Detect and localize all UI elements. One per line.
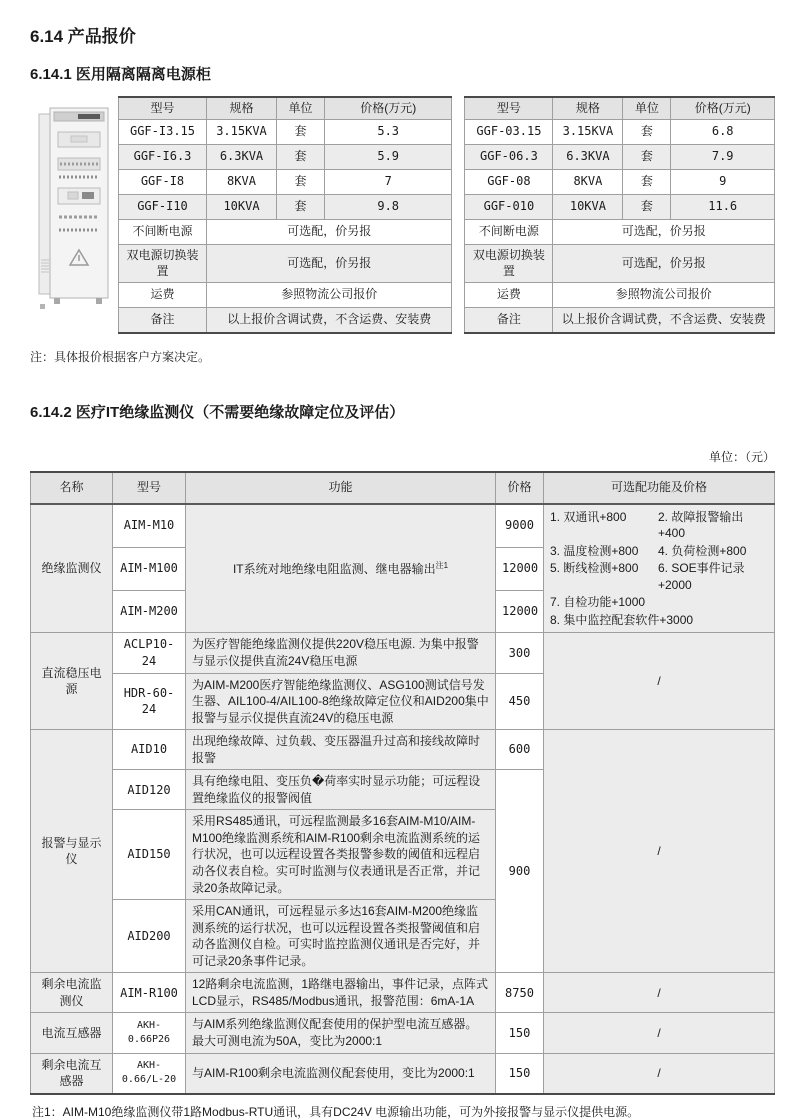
unit-cell: 套	[623, 119, 671, 144]
page-title: 6.14 产品报价	[30, 27, 136, 46]
option-item: 7. 自检功能+1000	[550, 595, 646, 610]
unit-label: 单位：（元）	[708, 449, 775, 464]
col-header-spec: 规格	[207, 97, 277, 119]
spec-cell: 8KVA	[207, 169, 277, 194]
col-header-price: 价格(万元)	[671, 97, 775, 119]
col-header-unit: 单位	[277, 97, 325, 119]
model-cell: AIM-M100	[113, 547, 186, 590]
table-row	[465, 244, 775, 282]
footnote-ref: 注1	[435, 560, 449, 570]
option-item: 6. SOE事件记录+2000	[658, 561, 745, 592]
table-row	[119, 244, 452, 282]
table-row	[31, 504, 775, 547]
model-cell: AIM-R100	[113, 973, 186, 1013]
table-row	[465, 169, 775, 194]
col-header-function: 功能	[186, 472, 496, 504]
option-line	[550, 594, 768, 611]
name-cell: 报警与显示仪	[31, 730, 113, 973]
table-row	[465, 282, 775, 307]
table-row	[119, 194, 452, 219]
option-value-cell: 以上报价含调试费，不含运费、安装费	[207, 307, 452, 333]
model-cell: GGF-I6.3	[119, 144, 207, 169]
function-cell	[186, 504, 496, 633]
unit-cell: 套	[277, 144, 325, 169]
options-cell	[544, 504, 775, 633]
option-label-cell: 不间断电源	[465, 219, 553, 244]
col-header-model: 型号	[113, 472, 186, 504]
option-line	[550, 509, 768, 542]
col-header-spec: 规格	[553, 97, 623, 119]
options-cell: /	[544, 973, 775, 1013]
table-row	[119, 219, 452, 244]
spec-cell: 10KVA	[553, 194, 623, 219]
model-cell: AID10	[113, 730, 186, 770]
spec-cell: 3.15KVA	[553, 119, 623, 144]
monitor-table	[30, 471, 775, 1095]
model-cell: AID200	[113, 900, 186, 973]
table-row	[465, 307, 775, 333]
table-row	[465, 219, 775, 244]
option-value-cell: 可选配，价另报	[553, 219, 775, 244]
name-cell: 电流互感器	[31, 1013, 113, 1053]
function-cell: 与AIM系列绝缘监测仪配套使用的保护型电流互感器。最大可测电流为50A，变比为2000:1	[186, 1013, 496, 1053]
model-cell: GGF-I8	[119, 169, 207, 194]
unit-cell: 套	[277, 119, 325, 144]
model-cell: AID120	[113, 770, 186, 810]
option-item: 3. 温度检测+800	[550, 543, 639, 558]
price-cell: 9000	[496, 504, 544, 547]
function-cell: 12路剩余电流监测，1路继电器输出，事件记录，点阵式LCD显示，RS485/Modbus通讯，报警范围：6mA-1A	[186, 973, 496, 1013]
table-row	[31, 633, 775, 673]
price-cell: 7	[325, 169, 452, 194]
cabinet-image	[30, 96, 118, 323]
function-cell: 与AIM-R100剩余电流监测仪配套使用，变比为2000:1	[186, 1053, 496, 1094]
table-row	[119, 169, 452, 194]
cabinet-table-right	[464, 96, 775, 334]
name-cell: 直流稳压电源	[31, 633, 113, 730]
name-cell: 剩余电流互感器	[31, 1053, 113, 1094]
function-cell: 采用CAN通讯，可远程显示多达16套AIM-M200绝缘监测系统的运行状况，也可以远程设置各类报警阈值和启动各监测仪自检。可实时监控监测仪通讯是否完好，并可记录20条事件记录。	[186, 900, 496, 973]
name-cell: 剩余电流监测仪	[31, 973, 113, 1013]
model-cell: GGF-I3.15	[119, 119, 207, 144]
table-row	[31, 973, 775, 1013]
table-header-row	[465, 97, 775, 119]
function-cell: 为医疗智能绝缘监测仪提供220V稳压电源. 为集中报警与显示仪提供直流24V稳压电源	[186, 633, 496, 673]
table-row	[119, 307, 452, 333]
option-item: 1. 双通讯+800	[550, 509, 627, 524]
option-line	[550, 612, 768, 629]
options-cell: /	[544, 1013, 775, 1053]
option-item: 8. 集中监控配套软件+3000	[550, 612, 694, 627]
table-row	[465, 144, 775, 169]
price-cell: 9.8	[325, 194, 452, 219]
model-cell: GGF-08	[465, 169, 553, 194]
function-cell: 出现绝缘故障、过负载、变压器温升过高和接线故障时报警	[186, 730, 496, 770]
option-value-cell: 可选配，价另报	[207, 244, 452, 282]
model-cell: AID150	[113, 810, 186, 900]
table-footnote: 注1：AIM-M10绝缘监测仪带1路Modbus-RTU通讯，具有DC24V 电源输出功能，可为外接报警与显示仪提供电源。	[32, 1104, 640, 1119]
col-header-options: 可选配功能及价格	[544, 472, 775, 504]
model-cell: AIM-M10	[113, 504, 186, 547]
col-header-name: 名称	[31, 472, 113, 504]
price-cell: 450	[496, 673, 544, 730]
function-cell: 采用RS485通讯，可远程监测最多16套AIM-M10/AIM-M100绝缘监测系统和AIM-R100剩余电流监测系统的运行状况，也可以远程设置各类报警参数的阈值和远程启动各仪表自检。实可时监测与仪表通讯是否正常，并记录20条故障记录。	[186, 810, 496, 900]
table-header-row	[31, 472, 775, 504]
price-cell: 7.9	[671, 144, 775, 169]
spec-cell: 3.15KVA	[207, 119, 277, 144]
table-row	[31, 1013, 775, 1053]
table-row	[119, 282, 452, 307]
price-cell: 11.6	[671, 194, 775, 219]
options-cell: /	[544, 633, 775, 730]
price-cell: 6.8	[671, 119, 775, 144]
unit-cell: 套	[623, 194, 671, 219]
price-cell: 12000	[496, 547, 544, 590]
option-value-cell: 参照物流公司报价	[207, 282, 452, 307]
unit-line	[30, 448, 775, 465]
table-row	[119, 144, 452, 169]
option-line	[550, 543, 768, 560]
cabinet-table-left	[118, 96, 452, 334]
price-cell: 12000	[496, 590, 544, 633]
section1-content	[30, 96, 775, 334]
col-header-model: 型号	[465, 97, 553, 119]
option-label-cell: 运费	[465, 282, 553, 307]
options-cell: /	[544, 730, 775, 973]
price-cell: 5.9	[325, 144, 452, 169]
option-label-cell: 不间断电源	[119, 219, 207, 244]
option-value-cell: 可选配，价另报	[207, 219, 452, 244]
table-row	[465, 194, 775, 219]
col-header-unit: 单位	[623, 97, 671, 119]
table-row	[465, 119, 775, 144]
unit-cell: 套	[623, 169, 671, 194]
option-item: 4. 负荷检测+800	[658, 543, 747, 558]
name-cell: 绝缘监测仪	[31, 504, 113, 633]
unit-cell: 套	[277, 169, 325, 194]
option-value-cell: 可选配，价另报	[553, 244, 775, 282]
col-header-model: 型号	[119, 97, 207, 119]
model-cell: AIM-M200	[113, 590, 186, 633]
unit-cell: 套	[623, 144, 671, 169]
section1-title: 6.14.1 医用隔离隔离电源柜	[30, 66, 211, 83]
price-cell: 300	[496, 633, 544, 673]
option-line	[550, 560, 768, 593]
spec-cell: 6.3KVA	[553, 144, 623, 169]
model-cell: GGF-I10	[119, 194, 207, 219]
options-cell: /	[544, 1053, 775, 1094]
function-cell: 具有绝缘电阻、变压负�荷率实时显示功能；可远程设置绝缘监仪的报警阀值	[186, 770, 496, 810]
function-cell: 为AIM-M200医疗智能绝缘监测仪、ASG100测试信号发生器、AIL100-4/AIL100-8绝缘故障定位仪和AID200集中报警与显示仪提供直流24V的稳压电源	[186, 673, 496, 730]
model-cell: AKH-0.66/L-20	[113, 1053, 186, 1094]
function-text: IT系统对地绝缘电阻监测、继电器输出	[232, 561, 436, 576]
option-value-cell: 参照物流公司报价	[553, 282, 775, 307]
option-label-cell: 双电源切换装置	[119, 244, 207, 282]
price-cell: 600	[496, 730, 544, 770]
model-cell: AKH-0.66P26	[113, 1013, 186, 1053]
spec-cell: 10KVA	[207, 194, 277, 219]
model-cell: GGF-03.15	[465, 119, 553, 144]
col-header-price: 价格	[496, 472, 544, 504]
model-cell: GGF-06.3	[465, 144, 553, 169]
price-cell: 9	[671, 169, 775, 194]
table-row	[31, 1053, 775, 1094]
price-cell: 150	[496, 1013, 544, 1053]
option-item: 5. 断线检测+800	[550, 561, 639, 576]
col-header-price: 价格(万元)	[325, 97, 452, 119]
option-label-cell: 备注	[119, 307, 207, 333]
model-cell: ACLP10-24	[113, 633, 186, 673]
spec-cell: 6.3KVA	[207, 144, 277, 169]
option-label-cell: 双电源切换装置	[465, 244, 553, 282]
table-row	[31, 730, 775, 770]
table-header-row	[119, 97, 452, 119]
spec-cell: 8KVA	[553, 169, 623, 194]
option-item: 2. 故障报警输出+400	[658, 509, 744, 541]
price-cell: 8750	[496, 973, 544, 1013]
price-cell: 900	[496, 770, 544, 973]
table-row	[119, 119, 452, 144]
power-cabinet-illustration	[30, 100, 116, 318]
unit-cell: 套	[277, 194, 325, 219]
option-label-cell: 备注	[465, 307, 553, 333]
model-cell: GGF-010	[465, 194, 553, 219]
model-cell: HDR-60-24	[113, 673, 186, 730]
section1-note: 注：具体报价根据客户方案决定。	[30, 349, 211, 364]
option-label-cell: 运费	[119, 282, 207, 307]
price-cell: 5.3	[325, 119, 452, 144]
section2-title: 6.14.2 医疗IT绝缘监测仪（不需要绝缘故障定位及评估）	[30, 403, 405, 421]
price-cell: 150	[496, 1053, 544, 1094]
option-value-cell: 以上报价含调试费，不含运费、安装费	[553, 307, 775, 333]
